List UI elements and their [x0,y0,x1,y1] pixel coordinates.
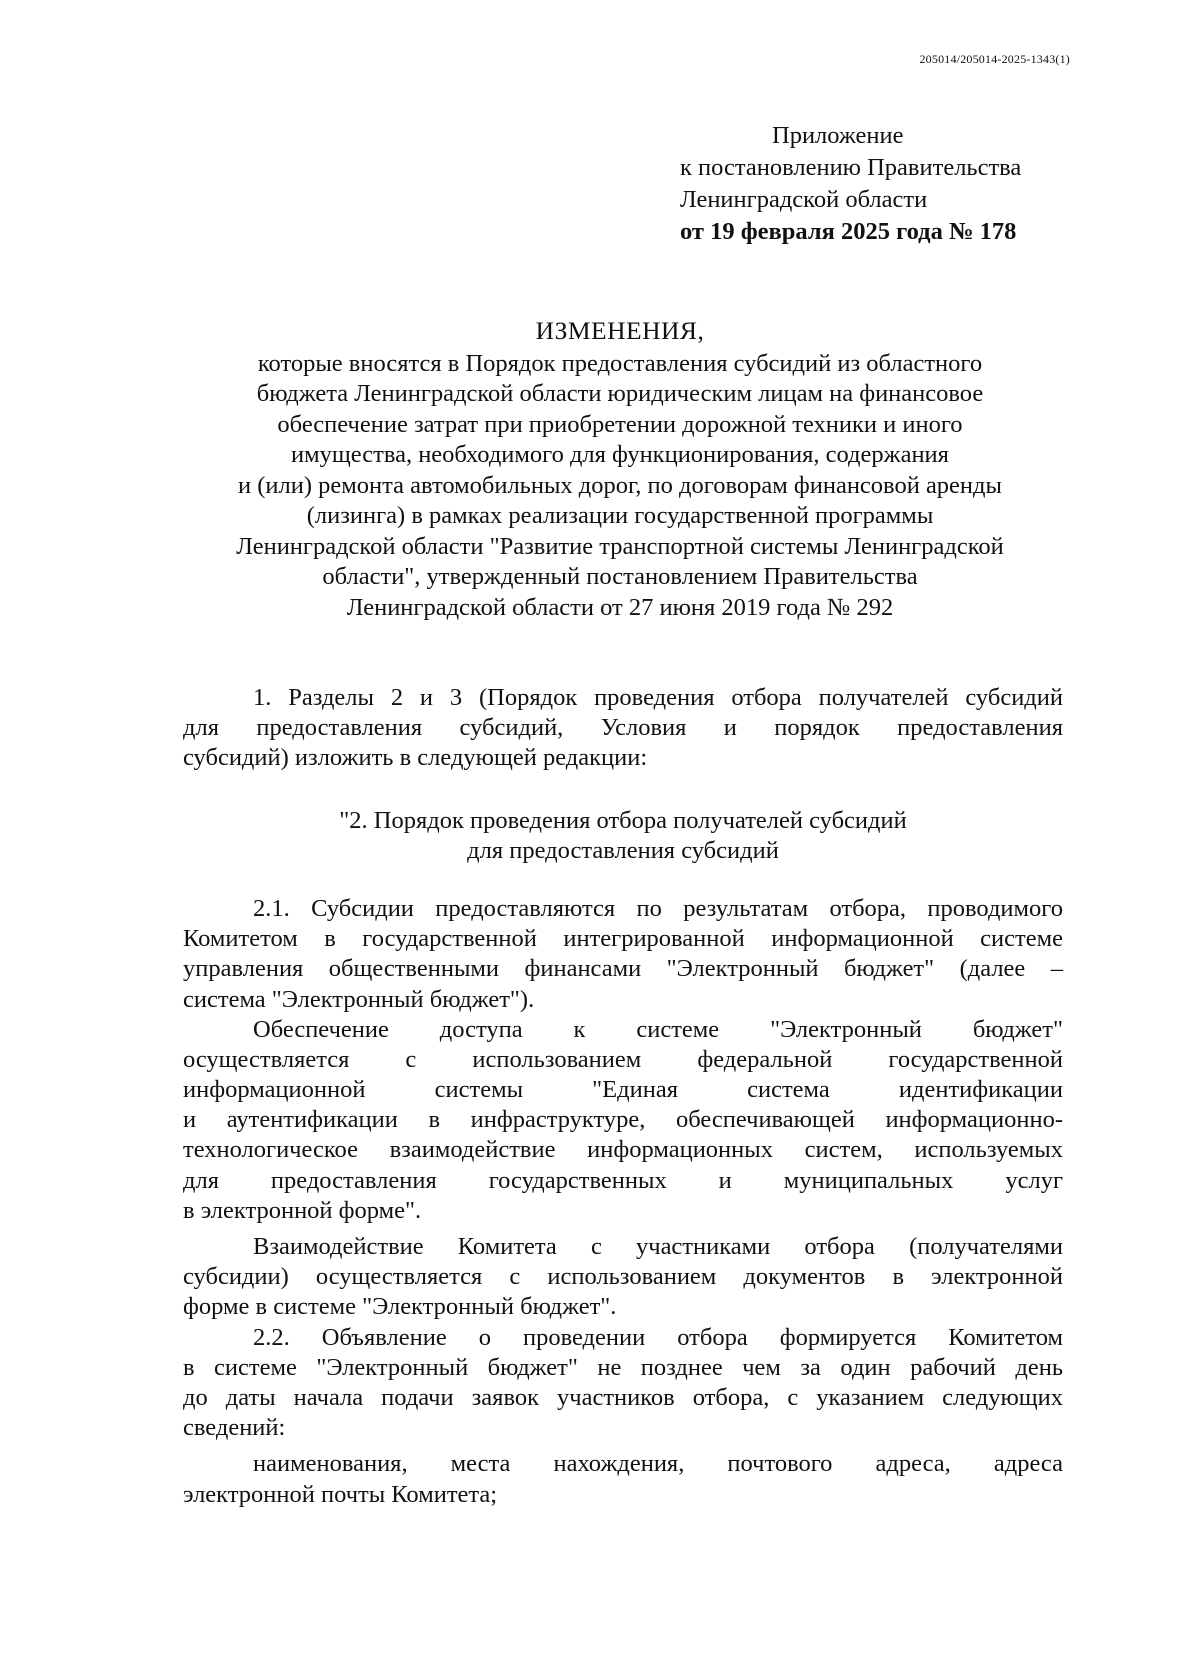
paragraph-line: 1. Разделы 2 и 3 (Порядок проведения отбора получателей субсидий [253,684,1063,711]
paragraph-line: форме в системе "Электронный бюджет". [183,1293,617,1321]
paragraph-line: Комитетом в государственной интегрированной информационной системе [183,925,1063,953]
paragraph-1 [183,683,1063,774]
paragraph-line: и аутентификации в инфраструктуре, обеспечивающей информационно- [183,1106,1063,1134]
title-line: Ленинградской области "Развитие транспортной системы Ленинградской [236,532,1004,560]
paragraph-line: субсидий) изложить в следующей редакции: [183,744,648,772]
paragraph-2-1 [183,894,1063,1015]
paragraph-2-2 [183,1323,1063,1444]
title-line: Ленинградской области от 27 июня 2019 года № 292 [346,593,894,621]
paragraph-line: наименования, места нахождения, почтового адреса, адреса [253,1450,1063,1478]
appendix-line-2: к постановлению Правительства [680,154,1022,181]
appendix-header [680,120,1100,248]
title-line: бюджета Ленинградской области юридическим лицам на финансовое [256,380,984,407]
paragraph-line: субсидии) осуществляется с использованием документов в электронной [183,1263,1063,1291]
appendix-line-1: Приложение [772,122,904,149]
title-line: имущества, необходимого для функционирования, содержания [291,441,949,468]
paragraph-line: Обеспечение доступа к системе "Электронный бюджет" [253,1015,1063,1043]
section-title-line: "2. Порядок проведения отбора получателей субсидий [339,806,907,834]
paragraph-line: система "Электронный бюджет"). [183,985,535,1013]
document-title [180,316,1060,623]
appendix-line-3: Ленинградской области [680,186,928,213]
document-id: 205014/205014-2025-1343(1) [919,52,1070,66]
title-line: обеспечение затрат при приобретении дорожной техники и иного [277,410,963,438]
section-2-title [183,806,1063,866]
paragraph-2-1-access [183,1015,1063,1226]
title-line: которые вносятся в Порядок предоставления субсидий из областного [257,349,983,377]
paragraph-line: технологическое взаимодействие информационных систем, используемых [183,1136,1063,1164]
paragraph-line: Взаимодействие Комитета с участниками отбора (получателями [253,1233,1063,1261]
paragraph-line: для предоставления государственных и муниципальных услуг [183,1166,1063,1194]
paragraph-line: 2.2. Объявление о проведении отбора формируется Комитетом [253,1323,1063,1351]
paragraph-line: до даты начала подачи заявок участников отбора, с указанием следующих [183,1383,1063,1411]
paragraph-2-1-interaction [183,1232,1063,1323]
paragraph-line: электронной почты Комитета; [183,1480,498,1508]
section-title-line: для предоставления субсидий [467,836,779,864]
paragraph-line: информационной системы "Единая система идентификации [183,1076,1063,1104]
document-body [183,683,1063,1510]
title-heading: ИЗМЕНЕНИЯ, [535,316,705,345]
paragraph-line: в системе "Электронный бюджет" не позднее чем за один рабочий день [183,1353,1063,1381]
paragraph-line: управления общественными финансами "Электронный бюджет" (далее – [183,955,1063,983]
paragraph-line: сведений: [183,1414,286,1442]
paragraph-line: 2.1. Субсидии предоставляются по результатам отбора, проводимого [253,894,1063,922]
title-line: области", утвержденный постановлением Правительства [322,563,918,590]
paragraph-2-2-item [183,1449,1063,1509]
title-line: и (или) ремонта автомобильных дорог, по договорам финансовой аренды [238,471,1002,499]
paragraph-line: осуществляется с использованием федеральной государственной [183,1045,1063,1073]
paragraph-line: в электронной форме". [183,1196,422,1224]
appendix-line-4: от 19 февраля 2025 года № 178 [680,218,1017,245]
title-line: (лизинга) в рамках реализации государственной программы [306,502,934,529]
paragraph-line: для предоставления субсидий, Условия и порядок предоставления [183,714,1063,742]
